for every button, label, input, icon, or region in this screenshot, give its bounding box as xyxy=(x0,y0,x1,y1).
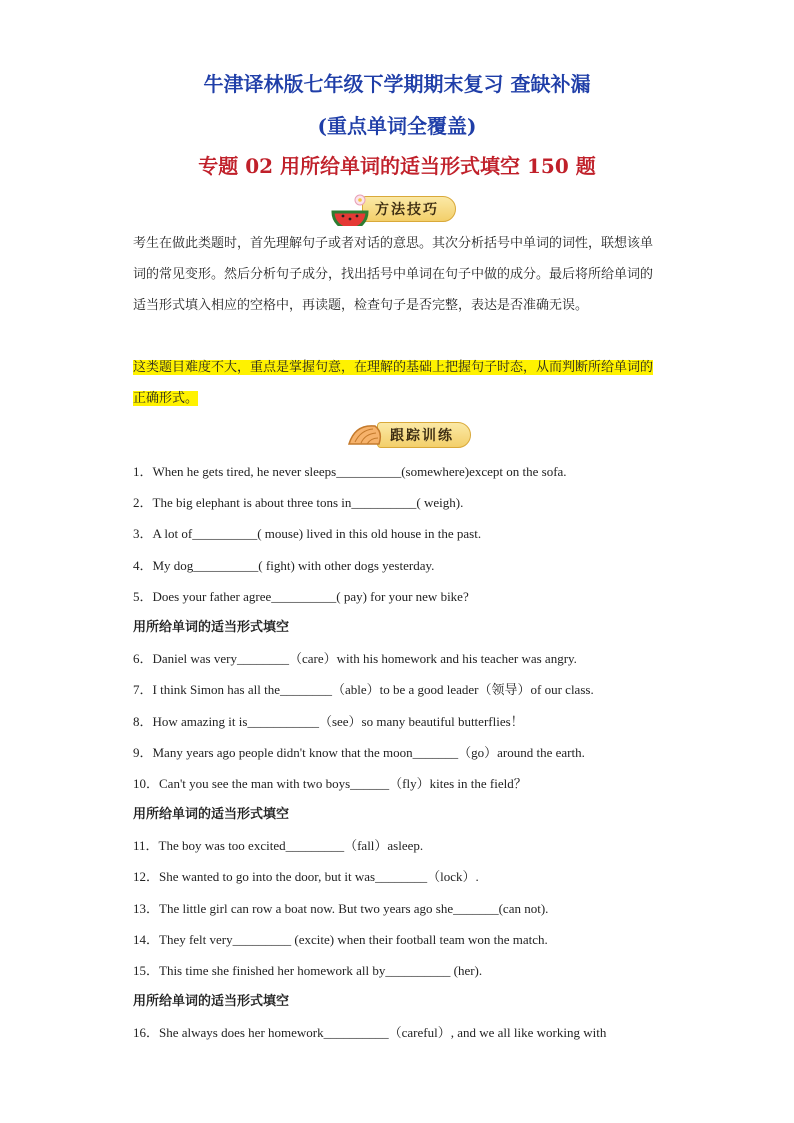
topic-title: 专题 02 用所给单词的适当形式填空 150 题 xyxy=(198,154,596,178)
question-item: 12．She wanted to go into the door, but it was________（lock）. xyxy=(133,869,479,885)
question-item: 5．Does your father agree__________( pay) for your new bike? xyxy=(133,588,469,604)
practice-banner xyxy=(345,420,471,450)
document-subtitle: (重点单词全覆盖) xyxy=(317,114,477,138)
question-list xyxy=(133,456,693,1049)
method-banner-label: 方法技巧 xyxy=(362,196,456,222)
question-item: 16．She always does her homework__________（careful）, and we all like working with xyxy=(133,1025,607,1041)
question-item: 6．Daniel was very________（care）with his homework and his teacher was angry. xyxy=(133,651,577,667)
highlight-text: 这类题目难度不大，重点是掌握句意，在理解的基础上把握句子时态，从而判断所给单词的正确形式。 xyxy=(133,360,654,406)
document-title: 牛津译林版七年级下学期期末复习 查缺补漏 xyxy=(203,72,591,96)
question-item: 9．Many years ago people didn't know that the moon_______（go）around the earth. xyxy=(133,744,585,760)
question-item: 4．My dog__________( fight) with other dogs yesterday. xyxy=(133,557,435,573)
intro-paragraph: 考生在做此类题时，首先理解句子或者对话的意思。其次分析括号中单词的词性，联想该单词的常见变形。然后分析句子成分，找出括号中单词在句子中做的成分。最后将所给单词的适当形式填入相应的空格中，再读题，检查句子是否完整，表达是否准确无误。 xyxy=(133,236,654,313)
shell-icon xyxy=(345,418,385,452)
method-banner xyxy=(330,194,456,224)
question-item: 14．They felt very_________ (excite) when their football team won the match. xyxy=(133,931,548,947)
question-item: 3．A lot of__________( mouse) lived in this old house in the past. xyxy=(133,526,482,542)
question-item: 8．How amazing it is___________（see）so many beautiful butterflies！ xyxy=(133,713,524,729)
question-item: 1．When he gets tired, he never sleeps__________(somewhere)except on the sofa. xyxy=(133,464,567,479)
watermelon-icon xyxy=(330,192,370,226)
question-item: 7．I think Simon has all the________（able）to be a good leader（领导）of our class. xyxy=(133,682,594,698)
question-item: 15．This time she finished her homework all by__________ (her). xyxy=(133,963,483,978)
section-heading: 用所给单词的适当形式填空 xyxy=(133,994,290,1010)
section-heading: 用所给单词的适当形式填空 xyxy=(133,619,290,635)
question-item: 11．The boy was too excited_________（fall）asleep. xyxy=(133,838,424,854)
question-item: 10．Can't you see the man with two boys______（fly）kites in the field？ xyxy=(133,775,527,791)
section-heading: 用所给单词的适当形式填空 xyxy=(133,807,290,823)
highlight-paragraph xyxy=(133,352,663,414)
question-item: 2．The big elephant is about three tons in__________( weigh). xyxy=(133,495,464,511)
practice-banner-label: 跟踪训练 xyxy=(377,422,471,448)
question-item: 13．The little girl can row a boat now. But two years ago she_______(can not). xyxy=(133,900,549,916)
